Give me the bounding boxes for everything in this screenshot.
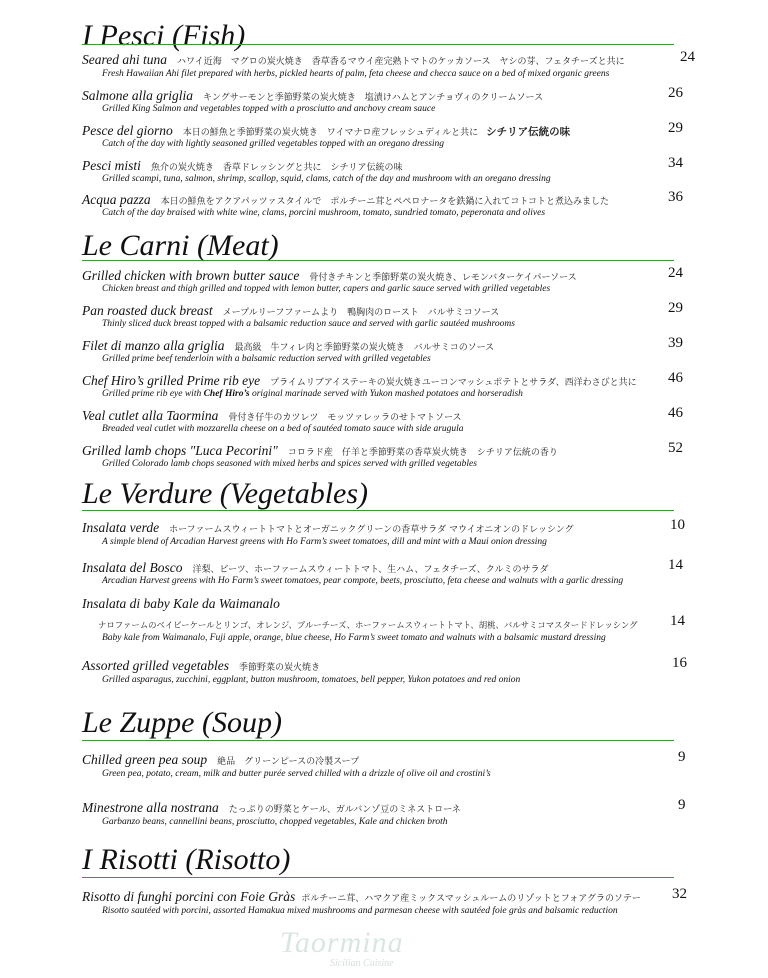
item-japanese: 骨付きチキンと季節野菜の炭火焼き、レモンバターケイパーソース xyxy=(309,273,577,283)
item-description: Green pea, potato, cream, milk and butter purée served chilled with a drizzle of olive oil and crostini’s xyxy=(102,769,491,779)
item-japanese: 洋梨、ビーツ、ホーファームスウィートトマト、生ハム、フェタチーズ、クルミのサラダ xyxy=(192,565,549,575)
item-name: Salmone alla griglia xyxy=(82,88,193,103)
item-description: Catch of the day braised with white wine, clams, porcini mushroom, tomato, sundried tomato, peperonata and olives xyxy=(102,208,546,218)
item-description: Fresh Hawaiian Ahi filet prepared with herbs, pickled hearts of palm, feta cheese and checca sauce on a bed of mixed organic greens xyxy=(102,69,610,79)
item-price: 29 xyxy=(668,120,683,136)
item-japanese: 季節野菜の炭火焼き xyxy=(238,663,320,673)
item-name: Acqua pazza xyxy=(82,192,151,207)
item-description: A simple blend of Arcadian Harvest greens with Ho Farm’s sweet tomatoes, dill and mint with a Maui onion dressing xyxy=(102,537,547,547)
item-price: 32 xyxy=(672,886,687,902)
item-name: Seared ahi tuna xyxy=(82,52,167,67)
item-name: Grilled chicken with brown butter sauce xyxy=(82,268,300,283)
item-description: Grilled prime beef tenderloin with a balsamic reduction served with grilled vegetables xyxy=(102,354,431,364)
item-japanese: プライムリブアイステーキの炭火焼きユーコンマッシュポテトとサラダ、西洋わさびと共に xyxy=(270,378,637,388)
item-japanese: ナロファームのベイビーケールとリンゴ、オレンジ、ブルーチーズ、ホーファームスウィートトマト、胡桃、バルサミコマスタードドレッシング xyxy=(98,620,638,630)
menu-item-risotto-porcini xyxy=(82,886,692,906)
item-description: Risotto sautéed with porcini, assorted Hamakua mixed mushrooms and parmesan cheese with sautéed foie gràs and balsamic reduction xyxy=(102,906,618,916)
item-japanese: たっぷりの野菜とケール、ガルバンゾ豆のミネストローネ xyxy=(228,805,461,815)
description-text: original marinade served with Yukon mashed potatoes and horseradish xyxy=(249,389,523,399)
menu-item-grilled-chicken xyxy=(82,265,692,285)
menu-item-grilled-vegetables xyxy=(82,655,692,675)
item-price: 14 xyxy=(670,613,685,629)
menu-item-pesce-del-giorno xyxy=(82,120,692,140)
menu-item-salmone-alla-griglia xyxy=(82,85,692,105)
section-divider xyxy=(82,877,674,878)
menu-item-acqua-pazza xyxy=(82,189,692,209)
item-description: Grilled King Salmon and vegetables topped with a prosciutto and anchovy cream sauce xyxy=(102,104,436,114)
section-divider xyxy=(82,44,674,45)
item-name: Veal cutlet alla Taormina xyxy=(82,408,219,423)
item-price: 46 xyxy=(668,405,683,421)
menu-item-filet-di-manzo xyxy=(82,335,692,355)
item-price: 14 xyxy=(668,557,683,573)
item-japanese: 絶品 グリーンピースの冷製スープ xyxy=(217,757,360,767)
menu-item-insalata-del-bosco xyxy=(82,557,692,577)
item-japanese: 本日の鮮魚をアクアパッツァスタイルで ポルチーニ茸とペペロナータを鉄鍋に入れてコトコトと煮込みました xyxy=(160,197,610,207)
item-japanese: メープルリーフファームより 鴨胸肉のロースト バルサミコソース xyxy=(222,308,500,318)
menu-item-minestrone xyxy=(82,797,692,817)
item-japanese: 魚介の炭火焼き 香草ドレッシングと共に シチリア伝統の味 xyxy=(150,163,403,173)
item-price: 24 xyxy=(668,265,683,281)
item-name: Insalata verde xyxy=(82,520,160,535)
item-name: Chilled green pea soup xyxy=(82,752,208,767)
item-name: Minestrone alla nostrana xyxy=(82,800,219,815)
item-description: Catch of the day with lightly seasoned grilled vegetables topped with an oregano dressing xyxy=(102,139,445,149)
item-price: 9 xyxy=(678,797,686,813)
item-description xyxy=(102,389,523,399)
restaurant-tagline-watermark: Sicilian Cuisine xyxy=(330,958,394,969)
item-price: 52 xyxy=(668,440,683,456)
menu-item-pesci-misti xyxy=(82,155,692,175)
section-title-vegetables: Le Verdure (Vegetables) xyxy=(82,477,369,510)
item-japanese: ポルチーニ茸、ハマクア産ミックスマッシュルームのリゾットとフォアグラのソテー xyxy=(301,894,641,904)
restaurant-logo-watermark: Taormina xyxy=(280,926,404,959)
item-price: 16 xyxy=(672,655,687,671)
item-description: Garbanzo beans, cannellini beans, prosciutto, chopped vegetables, Kale and chicken broth xyxy=(102,817,448,827)
item-price: 9 xyxy=(678,749,686,765)
item-japanese: ホーファームスウィートトマトとオーガニックグリーンの香草サラダ マウイオニオンのドレッシング xyxy=(169,525,574,535)
item-japanese-highlight: シチリア伝統の味 xyxy=(486,126,571,138)
menu-item-seared-ahi-tuna xyxy=(82,49,695,69)
item-japanese: コロラド産 仔羊と季節野菜の香草炭火焼き シチリア伝統の香り xyxy=(287,448,558,458)
item-description: Chicken breast and thigh grilled and topped with lemon butter, capers and garlic sauce served with grilled vegetables xyxy=(102,284,551,294)
item-price: 29 xyxy=(668,300,683,316)
item-name: Pan roasted duck breast xyxy=(82,303,213,318)
item-price: 34 xyxy=(668,155,683,171)
item-name: Insalata di baby Kale da Waimanalo xyxy=(82,596,280,611)
item-description: Arcadian Harvest greens with Ho Farm’s sweet tomatoes, pear compote, beets, prosciutto, feta cheese and walnuts with a garlic dressing xyxy=(102,576,624,586)
item-name: Pesce del giorno xyxy=(82,123,173,138)
menu-item-duck-breast xyxy=(82,300,692,320)
item-japanese: 骨付き仔牛のカツレツ モッツァレッラのせトマトソース xyxy=(228,413,462,423)
item-name: Insalata del Bosco xyxy=(82,560,183,575)
item-japanese: 本日の鮮魚と季節野菜の炭火焼き ワイマナロ産フレッシュディルと共に xyxy=(182,128,479,138)
menu-item-lamb-chops xyxy=(82,440,692,460)
item-description: Grilled Colorado lamb chops seasoned with mixed herbs and spices served with grilled vegetables xyxy=(102,459,477,469)
item-price: 36 xyxy=(668,189,683,205)
item-description: Breaded veal cutlet with mozzarella cheese on a bed of sautéed tomato sauce with side arugula xyxy=(102,424,464,434)
item-japanese: 最高級 牛フィレ肉と季節野菜の炭火焼き バルサミコのソース xyxy=(234,343,495,353)
item-description: Grilled scampi, tuna, salmon, shrimp, scallop, squid, clams, catch of the day and mushroom with an oregano dressing xyxy=(102,174,551,184)
item-price: 39 xyxy=(668,335,683,351)
item-name: Chef Hiro’s grilled Prime rib eye xyxy=(82,373,261,388)
section-divider xyxy=(82,260,674,261)
item-price: 10 xyxy=(670,517,685,533)
section-title-soup: Le Zuppe (Soup) xyxy=(82,706,282,739)
item-name: Filet di manzo alla griglia xyxy=(82,338,225,353)
menu-item-insalata-baby-kale xyxy=(82,593,692,613)
section-title-fish: I Pesci (Fish) xyxy=(82,19,246,52)
section-divider xyxy=(82,740,674,741)
menu-item-prime-rib-eye xyxy=(82,370,692,390)
item-description: Grilled asparagus, zucchini, eggplant, button mushroom, tomatoes, bell pepper, Yukon potatoes and red onion xyxy=(102,675,521,685)
item-name: Grilled lamb chops "Luca Pecorini" xyxy=(82,443,278,458)
item-price: 24 xyxy=(680,49,695,65)
section-divider xyxy=(82,510,674,511)
item-name: Risotto di funghi porcini con Foie Gràs xyxy=(82,889,296,904)
menu-item-insalata-verde xyxy=(82,517,692,537)
item-description: Baby kale from Waimanalo, Fuji apple, orange, blue cheese, Ho Farm’s sweet tomato and walnuts with a balsamic mustard dressing xyxy=(102,633,606,643)
menu-item-green-pea-soup xyxy=(82,749,692,769)
item-description: Thinly sliced duck breast topped with a balsamic reduction sauce and served with garlic sautéed mushrooms xyxy=(102,319,515,329)
item-name: Pesci misti xyxy=(82,158,141,173)
item-price: 26 xyxy=(668,85,683,101)
chef-name: Chef Hiro’s xyxy=(203,389,250,399)
section-title-risotto: I Risotti (Risotto) xyxy=(82,843,291,876)
menu-item-veal-cutlet xyxy=(82,405,692,425)
item-japanese: キングサーモンと季節野菜の炭火焼き 塩漬けハムとアンチョヴィのクリームソース xyxy=(203,93,544,103)
item-japanese: ハワイ近海 マグロの炭火焼き 香草香るマウイ産完熟トマトのケッカソース ヤシの芽、フェタチーズと共に xyxy=(177,57,625,67)
item-price: 46 xyxy=(668,370,683,386)
section-title-meat: Le Carni (Meat) xyxy=(82,229,279,262)
description-text: Grilled prime rib eye with xyxy=(102,389,204,399)
item-name: Assorted grilled vegetables xyxy=(82,658,229,673)
